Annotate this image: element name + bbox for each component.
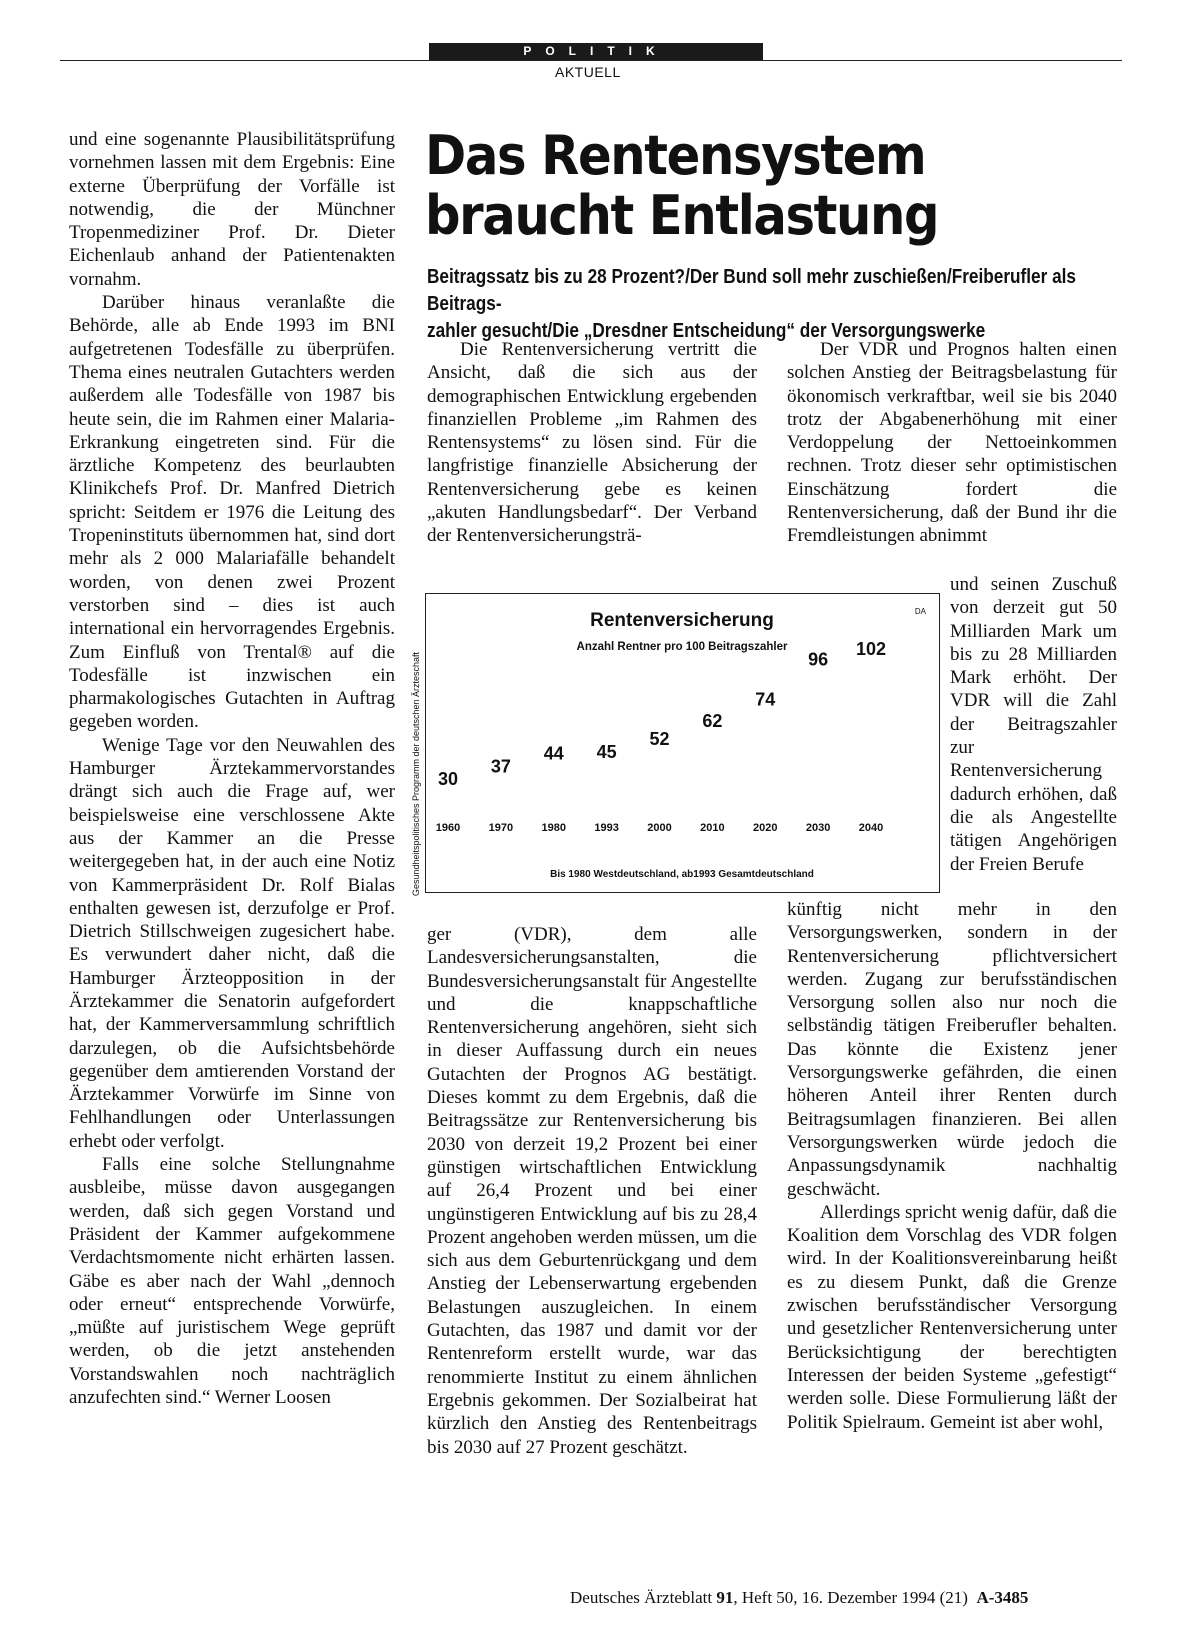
chart-credit: DA xyxy=(914,607,926,616)
paragraph: und eine sogenannte Plausibilitätsprüfung vornehmen lassen mit dem Ergebnis: Eine externe Überprüfung der Vorfälle ist notwendig, die der Münchner Tropenmediziner Prof. Dr. Dieter Eichenlaub anhand der Patientenakten vornahm. xyxy=(69,129,395,290)
paragraph: Der VDR und Prognos halten einen solchen Anstieg der Beitragsbelastung für ökonomisch verkraftbar, weil sie bis 2040 trotz der Abgabenerhöhung mit einer Verdoppelung der Nettoeinkommen rechnen. Trotz dieser sehr optimistischen Einschätzung fordert die Rentenversicherung, daß der Bund ihr die Fremdleistungen abnimmt xyxy=(787,339,1117,547)
chart-x-tick-2030: 2030 xyxy=(805,822,831,834)
paragraph: Darüber hinaus veranlaßte die Behörde, alle ab Ende 1993 im BNI aufgetretenen Todesfälle zu überprüfen. Thema eines neutralen Gutachters werden außerdem alle Todesfälle von 1987 bis heute sein, die im Rahmen einer Malaria-Erkrankung eingetreten sind. Für die ärztliche Kompetenz des beurlaubten Klinikchefs Prof. Dr. Manfred Dietrich spricht: Seitdem er 1976 die Leitung des Tropeninstituts übernommen hat, sind dort mehr als 2 000 Malariafälle behandelt worden, von denen zwei Prozent verstorben sind – dies ist auch international ein hervorragendes Ergebnis. Zum Einfluß von Trental® auf die Todesfälle ist inzwischen ein pharmakologisches Gutachten in Auftrag gegeben worden. xyxy=(69,292,395,733)
page-footer xyxy=(570,1588,1028,1608)
column-right-bottom xyxy=(787,898,1117,1434)
paragraph: ger (VDR), dem alle Landesversicherungsanstalten, die Bundesversicherungsanstalt für Angestellte und die knappschaftliche Rentenversicherung angehören, sieht sich in dieser Auffassung durch ein neues Gutachten der Prognos AG bestätigt. Dieses kommt zu dem Ergebnis, daß die Beitragssätze zur Rentenversicherung bis 2030 von derzeit 19,2 Prozent bei einer günstigen wirtschaftlichen Entwicklung auf 26,4 Prozent und bei einer ungünstigeren Entwicklung auf bis zu 28,4 Prozent angehoben werden müssen, um die sich aus dem Geburtenrückgang und dem Anstieg der Lebenserwartung ergebenden Belastungen auszugleichen. In einem Gutachten, das 1987 und damit vor der Rentenreform erstellt wurde, war das renommierte Institut zu einem ähnlichen Ergebnis gekommen. Der Sozialbeirat hat kürzlich den Anstieg des Rentenbeitrags bis 2030 auf 27 Prozent geschätzt. xyxy=(427,924,757,1458)
chart-source-text: Gesundheitspolitisches Programm der deutschen Ärzteschaft xyxy=(411,651,421,897)
article-headline xyxy=(425,126,1069,246)
column-right-narrow xyxy=(950,573,1117,876)
chart-value-2040: 102 xyxy=(855,638,887,659)
issue-info: , Heft 50, 16. Dezember 1994 (21) xyxy=(733,1588,968,1607)
chart-x-tick-2020: 2020 xyxy=(753,822,778,834)
subhead-line: Beitragssatz bis zu 28 Prozent?/Der Bund soll mehr zuschießen/Freiberufler als Beitrags- xyxy=(427,266,1076,315)
column-middle-top xyxy=(427,338,757,548)
chart-value-1980: 44 xyxy=(543,743,564,764)
paragraph: Falls eine solche Stellungnahme ausbleibe, müsse davon ausgegangen werden, daß sich gegen Vorstand und Präsident der Kammer aufgekommene Verdachtsmomente nicht erhärten lassen. Gäbe es aber nach der Wahl „dennoch oder erneut“ entsprechende Vorwürfe, „müßte auf juristischem Wege geprüft werden, ob die jetzt anstehenden Vorstandswahlen noch nachträglich anzufechten sind.“ Werner Loosen xyxy=(69,1154,395,1409)
chart-x-tick-1960: 1960 xyxy=(435,822,461,834)
chart-x-axis-label: Bis 1980 Westdeutschland, ab1993 Gesamtdeutschland xyxy=(550,869,814,880)
paragraph: Die Rentenversicherung vertritt die Ansicht, daß die sich aus der demographischen Entwicklung ergebenden finanziellen Probleme „im Rahmen des Rentensystems“ zu lösen sind. Für die langfristige finanzielle Absicherung der Rentenversicherung gebe es keinen „akuten Handlungsbedarf“. Der Verband der Rentenversicherungsträ- xyxy=(427,339,757,547)
chart-x-tick-2000: 2000 xyxy=(647,822,672,834)
chart-frame xyxy=(425,593,940,893)
chart-value-1960: 30 xyxy=(437,768,459,789)
chart-value-2000: 52 xyxy=(649,729,670,750)
column-right-top xyxy=(787,338,1117,548)
chart-value-1993: 45 xyxy=(596,741,617,762)
chart-x-tick-2010: 2010 xyxy=(700,822,725,834)
volume-number: 91 xyxy=(716,1588,734,1607)
chart-title: Rentenversicherung xyxy=(590,610,774,631)
chart-subtitle: Anzahl Rentner pro 100 Beitragszahler xyxy=(576,641,788,653)
paragraph: Allerdings spricht wenig dafür, daß die Koalition dem Vorschlag des VDR folgen wird. In der Koalitionsvereinbarung heißt es zu diesem Punkt, daß die Grenze zwischen berufsständischer Versorgung und gesetzlicher Rentenversicherung unter Berücksichtigung der berechtigten Interessen der beiden Systeme „gefestigt“ werden solle. Diese Formulierung läßt der Politik Spielraum. Gemeint ist aber wohl, xyxy=(787,1201,1117,1433)
chart-value-2020: 74 xyxy=(755,689,776,710)
subsection-label: AKTUELL xyxy=(555,64,621,80)
chart-x-tick-2040: 2040 xyxy=(858,822,884,834)
page-number: A-3485 xyxy=(976,1588,1029,1607)
headline-line: Das Rentensystem xyxy=(425,124,926,187)
chart-x-tick-1993: 1993 xyxy=(594,822,619,834)
paragraph: künftig nicht mehr in den Versorgungswerken, sondern in der Rentenversicherung pflichtversichert werden. Zugang zur berufsständischen Versorgung sollen also nur noch die selbständig tätigen Freiberufler behalten. Das könnte die Existenz jener Versorgungswerke gefährden, die einen höheren Anteil ihrer Renten durch Beitragsumlagen finanzieren. Bei allen Versorgungswerken würde jedoch die Anpassungsdynamik nachhaltig geschwächt. xyxy=(787,899,1117,1200)
chart-source xyxy=(410,650,422,898)
chart-x-tick-1980: 1980 xyxy=(541,822,566,834)
chart-value-2030: 96 xyxy=(808,649,829,670)
header-rule xyxy=(60,60,1122,61)
pension-chart xyxy=(426,594,939,892)
paragraph: Wenige Tage vor den Neuwahlen des Hamburger Ärztekammervorstandes drängt sich auch die Frage auf, wer beispielsweise eine verschlossene Akte aus der Kammer an die Presse weitergegeben hat, in der auch eine Notiz von Kammerpräsident Dr. Rolf Bialas enthalten gewesen ist, derzufolge er Prof. Dietrich Stillschweigen zugesichert habe. Es verwundert daher nicht, daß die Hamburger Ärzteopposition in der Ärztekammer die Senatorin aufgefordert hat, der Kammerversammlung schriftlich darzulegen, ob die Aufsichtsbehörde gegenüber dem amtierenden Vorstand der Ärztekammer Vorwürfe im Sinne von Fehlhandlungen oder Unterlassungen erhebt oder verfolgt. xyxy=(69,734,395,1152)
article-subheadline xyxy=(427,264,1081,345)
paragraph: und seinen Zuschuß von derzeit gut 50 Milliarden Mark um bis zu 28 Milliarden Mark erhöht. Der VDR will die Zahl der Beitragszahler zur Rentenversicherung dadurch erhöhen, daß die als Angestellte tätigen Angehörigen der Freien Berufe xyxy=(950,574,1117,875)
column-left xyxy=(69,128,395,1409)
headline-line: braucht Entlastung xyxy=(425,184,939,247)
section-label: POLITIK xyxy=(429,43,763,60)
chart-x-tick-1970: 1970 xyxy=(488,822,514,834)
subhead-line: zahler gesucht/Die „Dresdner Entscheidung“ der Versorgungswerke xyxy=(427,320,986,342)
column-middle-bottom xyxy=(427,923,757,1459)
journal-name: Deutsches Ärzteblatt xyxy=(570,1588,713,1607)
chart-value-2010: 62 xyxy=(702,711,723,732)
chart-value-1970: 37 xyxy=(490,756,511,777)
